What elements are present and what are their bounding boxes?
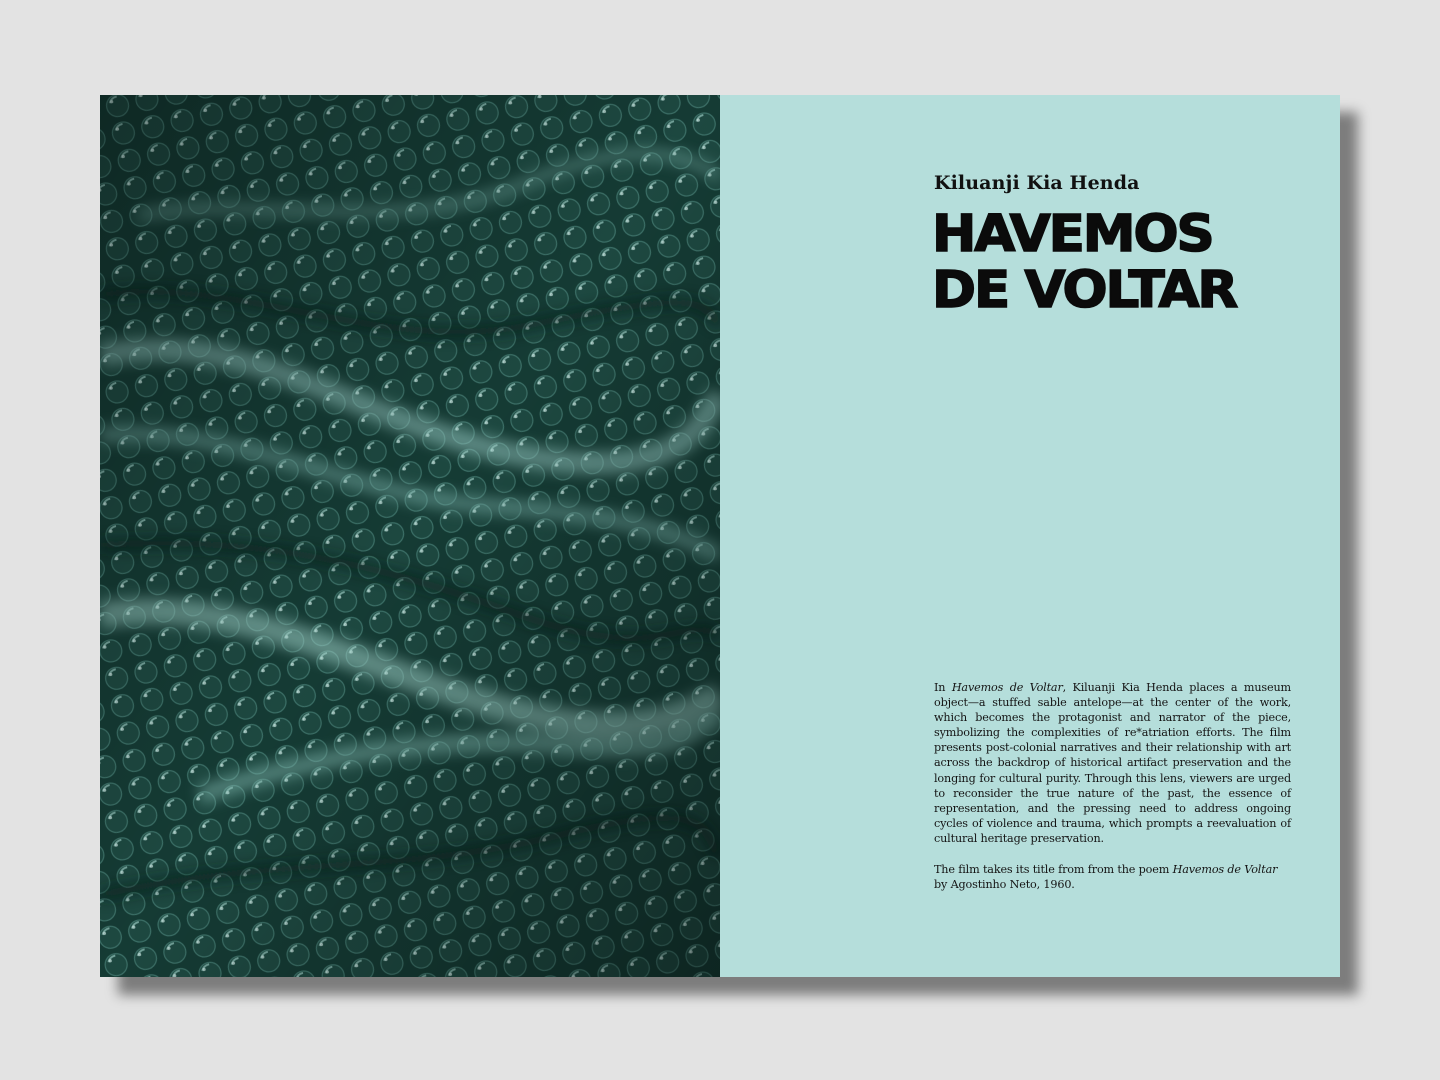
book-spread: [100, 95, 1340, 977]
paragraph-description: [934, 680, 1291, 846]
body-text: [934, 680, 1291, 892]
right-page: [720, 95, 1340, 977]
bubble-wrap-image: [100, 95, 720, 977]
page-title: [932, 207, 1236, 319]
artist-name: Kiluanji Kia Henda: [934, 172, 1140, 194]
p2-italic-title: Havemos de Voltar: [1172, 863, 1278, 877]
left-page-photo: [100, 95, 720, 977]
title-line-1: HAVEMOS: [932, 205, 1213, 264]
p2-pre: The film takes its title from from the poem: [934, 863, 1173, 877]
title-line-2: DE VOLTAR: [932, 261, 1237, 320]
p2-post: by Agostinho Neto, 1960.: [934, 878, 1075, 892]
p1-pre: In: [934, 681, 952, 694]
paragraph-title-source: [934, 862, 1291, 892]
p1-post: , Kiluanji Kia Henda places a museum object—a stuffed sable antelope—at the center of the work, which becomes the protagonist and narrator of the piece, symbolizing the complexities of re*atriation efforts. The film presents post-colonial narratives and their relationship with art across the backdrop of historical artifact preservation and the longing for cultural purity. Through this lens, viewers are urged to reconsider the true nature of the past, the essence of representation, and the pressing need to address ongoing cycles of violence and trauma, which prompts a reevaluation of cultural heritage preservation.: [934, 681, 1291, 845]
p1-italic-title: Havemos de Voltar: [951, 681, 1063, 694]
